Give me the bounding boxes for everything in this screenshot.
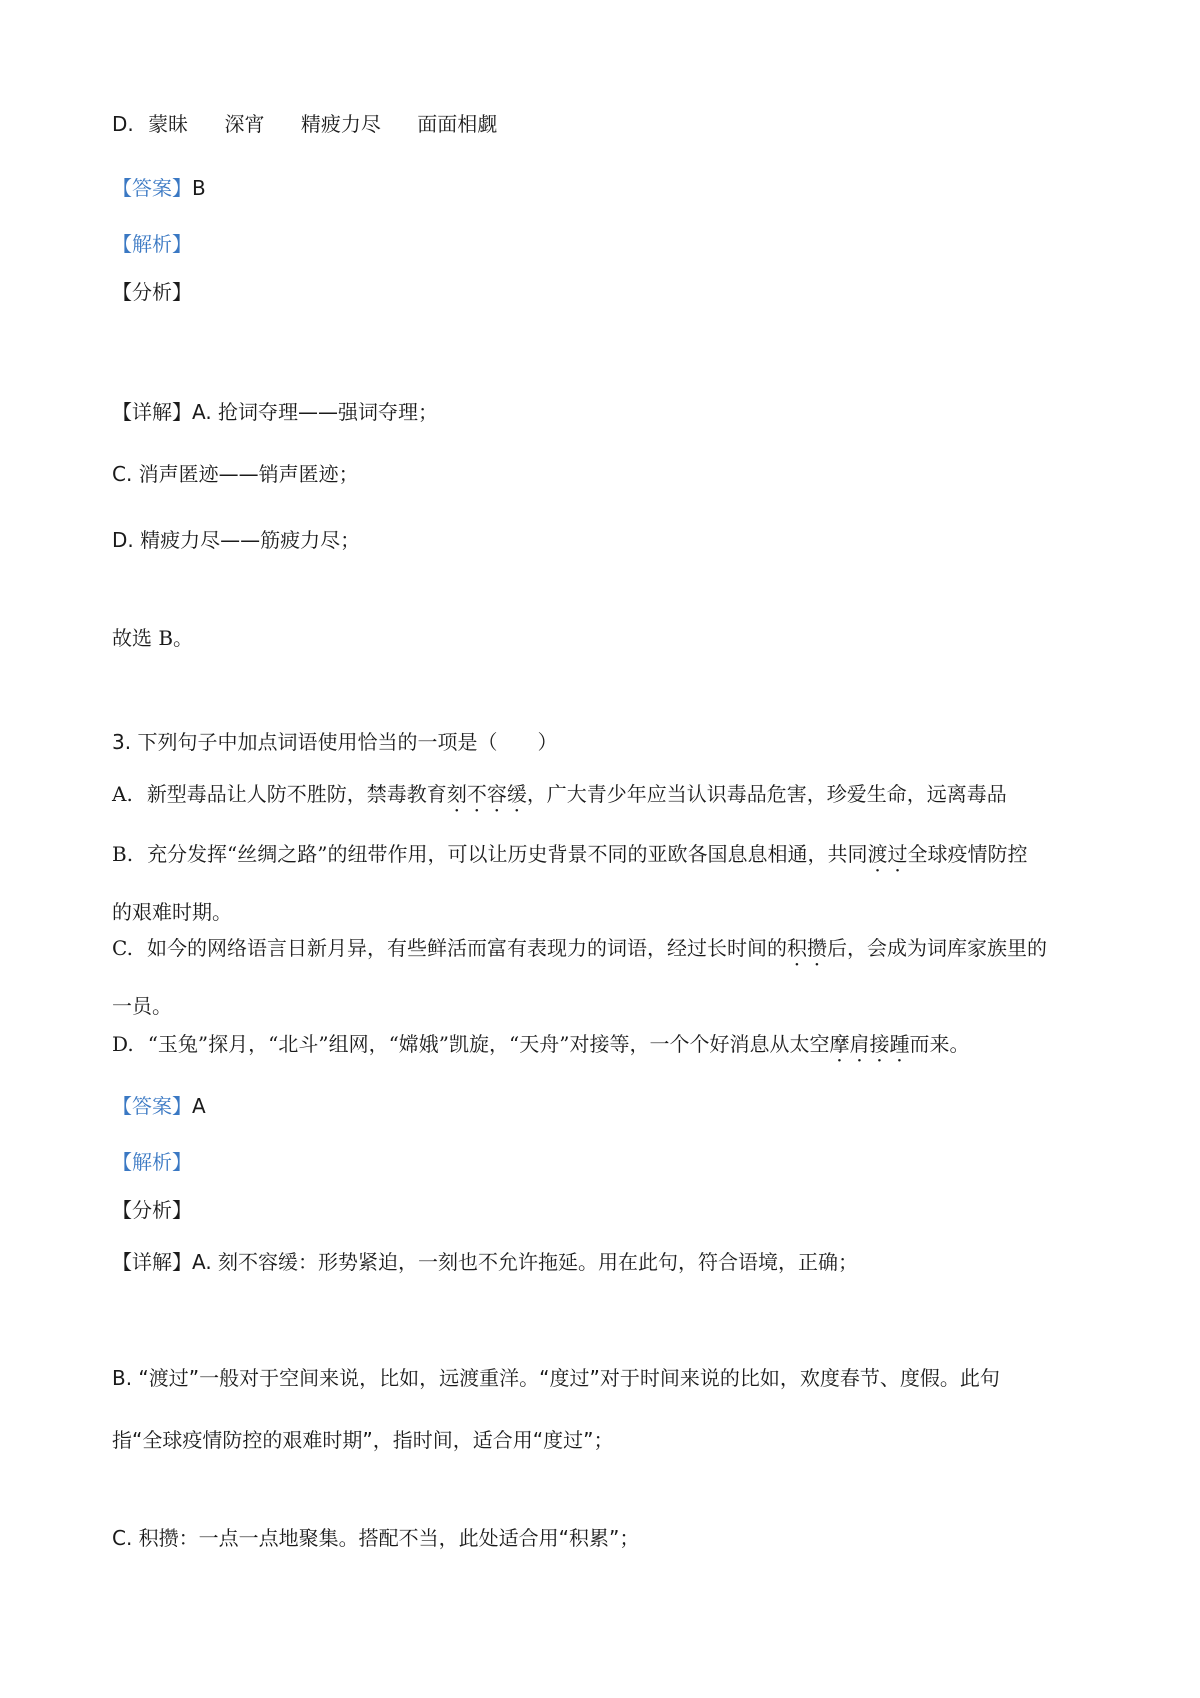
dotted-char: 踵 <box>889 1032 910 1056</box>
dotted-word <box>829 1032 909 1056</box>
option-label: C. <box>112 936 133 960</box>
dotted-char: 缓 <box>506 782 527 806</box>
q3-detail-b-line2: 指“全球疫情防控的艰难时期”，指时间，适合用“度过”； <box>112 1428 614 1452</box>
option-word: 深宵 <box>224 112 265 136</box>
q3-option-c-cont: 一员。 <box>112 994 172 1018</box>
option-word: 蒙昧 <box>148 112 189 136</box>
dotted-char: 渡 <box>867 842 888 866</box>
dotted-char: 肩 <box>849 1032 870 1056</box>
option-word: 面面相觑 <box>417 112 498 136</box>
q2-detail-c: C. 消声匿迹——销声匿迹； <box>112 462 359 486</box>
option-text: 而来。 <box>909 1032 970 1056</box>
dotted-char: 积 <box>786 936 807 960</box>
answer-value: B <box>192 176 206 200</box>
q3-option-b <box>112 840 1028 868</box>
option-text: 新型毒品让人防不胜防，禁毒教育 <box>146 782 447 806</box>
option-text: “玉兔”探月，“北斗”组网，“嫦娥”凯旋，“天舟”对接等，一个个好消息从太空 <box>147 1032 830 1056</box>
detail-text: A. 抢词夺理——强词夺理； <box>192 400 439 424</box>
option-label: D. <box>112 1032 134 1056</box>
q3-stem: 3. 下列句子中加点词语使用恰当的一项是（ ） <box>112 730 558 754</box>
dotted-word <box>868 842 908 866</box>
q3-option-c <box>112 934 1047 962</box>
q3-detail-a <box>112 1248 858 1276</box>
q3-fenxi-tag: 【分析】 <box>112 1198 192 1222</box>
answer-value: A <box>192 1094 206 1118</box>
option-text: 后，会成为词库家族里的 <box>826 936 1047 960</box>
q3-analysis-tag: 【解析】 <box>112 1150 192 1174</box>
dotted-word <box>787 936 827 960</box>
q3-detail-c: C. 积攒：一点一点地聚集。搭配不当，此处适合用“积累”； <box>112 1526 640 1550</box>
dotted-char: 接 <box>869 1032 890 1056</box>
q3-detail-b-line1: B. “渡过”一般对于空间来说，比如，远渡重洋。“度过”对于时间来说的比如，欢度春节、度假。此句 <box>112 1366 1000 1390</box>
q2-fenxi-tag: 【分析】 <box>112 280 192 304</box>
q3-option-b-cont: 的艰难时期。 <box>112 900 232 924</box>
option-text: ，广大青少年应当认识毒品危害，珍爱生命，远离毒品 <box>526 782 1007 806</box>
option-text: 如今的网络语言日新月异，有些鲜活而富有表现力的词语，经过长时间的 <box>146 936 787 960</box>
detail-tag: 【详解】 <box>112 400 192 424</box>
option-text: 全球疫情防控 <box>907 842 1028 866</box>
detail-text: A. 刻不容缓：形势紧迫，一刻也不允许拖延。用在此句，符合语境，正确； <box>192 1250 859 1274</box>
dotted-char: 过 <box>887 842 908 866</box>
option-text: 充分发挥“丝绸之路”的纽带作用，可以让历史背景不同的亚欧各国息息相通，共同 <box>147 842 868 866</box>
option-label: D. <box>112 112 134 136</box>
option-label: B. <box>112 842 134 866</box>
q3-option-a <box>112 780 1007 808</box>
q2-detail-d: D. 精疲力尽——筋疲力尽； <box>112 528 361 552</box>
detail-tag: 【详解】 <box>112 1250 192 1274</box>
q3-answer <box>112 1092 206 1120</box>
q3-option-d <box>112 1030 969 1058</box>
dotted-char: 攒 <box>806 936 827 960</box>
dotted-char: 刻 <box>446 782 467 806</box>
option-word: 精疲力尽 <box>300 112 381 136</box>
q2-answer <box>112 174 206 202</box>
q2-conclusion: 故选 B。 <box>112 626 194 650</box>
dotted-word <box>447 782 527 806</box>
dotted-char: 容 <box>486 782 507 806</box>
q2-analysis-tag: 【解析】 <box>112 232 192 256</box>
dotted-char: 摩 <box>829 1032 850 1056</box>
option-label: A. <box>112 782 133 806</box>
q2-detail-a <box>112 398 438 426</box>
q2-option-d <box>112 110 497 138</box>
dotted-char: 不 <box>466 782 487 806</box>
answer-tag: 【答案】 <box>112 176 192 200</box>
answer-tag: 【答案】 <box>112 1094 192 1118</box>
